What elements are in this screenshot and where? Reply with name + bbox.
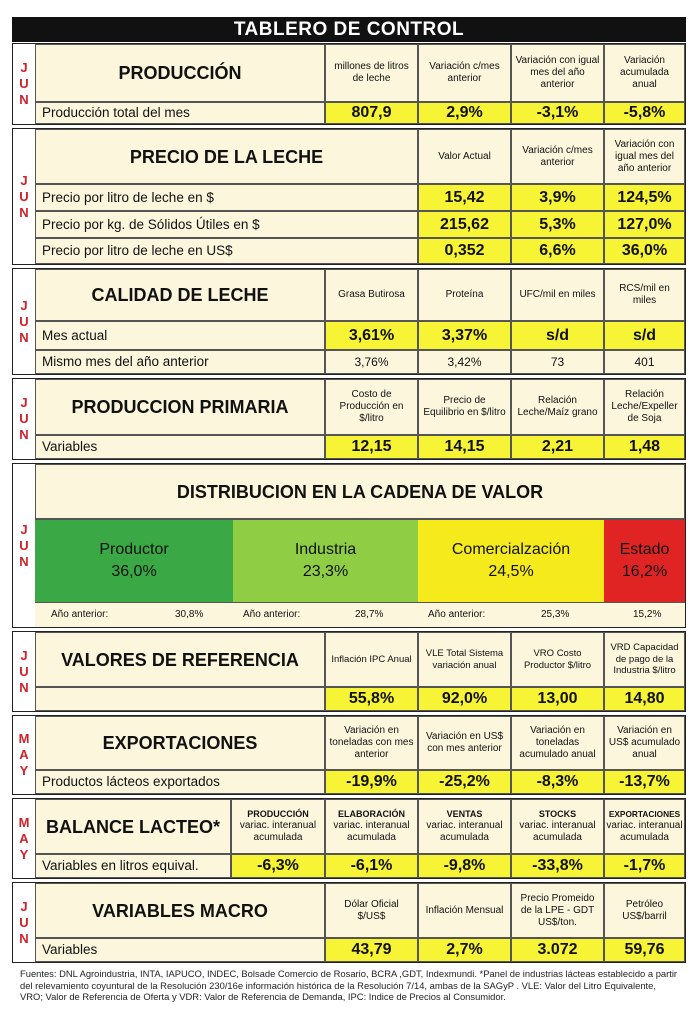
- value-cell: 5,3%: [511, 211, 604, 238]
- section-produccion: [12, 43, 686, 125]
- month-indicator: J U N: [13, 883, 36, 962]
- column-header: STOCKS variac. interanual acumulada: [511, 799, 604, 854]
- row-label: Precio por litro de leche en US$: [35, 238, 418, 264]
- section-heading: EXPORTACIONES: [35, 716, 325, 770]
- row-label: Mes actual: [35, 321, 325, 350]
- month-indicator: J U N: [13, 129, 36, 264]
- section-heading: PRECIO DE LA LECHE: [35, 129, 418, 184]
- column-header: PRODUCCIÓN variac. interanual acumulada: [231, 799, 325, 854]
- value-cell: -1,7%: [604, 854, 685, 878]
- segment-estado: Estado 16,2%: [604, 519, 685, 603]
- column-header: Variación en toneladas con mes anterior: [325, 716, 418, 770]
- section-valores-referencia: [12, 631, 686, 712]
- column-header: VRO Costo Productor $/litro: [511, 632, 604, 687]
- value-cell: -13,7%: [604, 770, 685, 794]
- section-heading: PRODUCCIÓN: [35, 44, 325, 102]
- row-label: Productos lácteos exportados: [35, 770, 325, 794]
- column-header: Inflación IPC Anual: [325, 632, 418, 687]
- column-header: Petróleo US$/barril: [604, 883, 685, 938]
- row-label: [35, 687, 325, 711]
- column-header: Proteína: [418, 269, 511, 321]
- value-cell: 124,5%: [604, 184, 685, 211]
- value-cell: -25,2%: [418, 770, 511, 794]
- footer-sources: Fuentes: DNL Agroindustria, INTA, IAPUCO, INDEC, Bolsade Comercio de Rosario, BCRA ,GDT, Indexmundi. *Panel de industrias lácteas establecido a partir del relevamiento coyuntural de la Resolución 230/16e información histórica de la Resolución 7/14, ambas de la SAGyP . VLE: Valor del Litro Equivalente, VRO; Valor de Referencia de Oferta y VDR: Valor de Referencia de Demanda, IPC: Indice de Precios al Consumidor.: [20, 968, 678, 1002]
- section-produccion-primaria: [12, 378, 686, 460]
- prev-value: 28,7%: [355, 609, 384, 620]
- value-cell: 14,15: [418, 435, 511, 459]
- value-cell: 3,61%: [325, 321, 418, 350]
- prev-value: 30,8%: [175, 609, 204, 620]
- previous-year-row: [35, 603, 685, 627]
- value-cell: 401: [604, 350, 685, 374]
- segment-productor: Productor 36,0%: [35, 519, 233, 603]
- month-indicator: J U N: [13, 269, 36, 374]
- column-header: Variación en US$ con mes anterior: [418, 716, 511, 770]
- row-label: Mismo mes del año anterior: [35, 350, 325, 374]
- value-cell: -8,3%: [511, 770, 604, 794]
- section-heading: DISTRIBUCION EN LA CADENA DE VALOR: [35, 464, 685, 519]
- month-indicator: M A Y: [13, 799, 36, 878]
- column-header: Variación c/mes anterior: [511, 129, 604, 184]
- column-header: Dólar Oficial $/US$: [325, 883, 418, 938]
- segment-industria: Industria 23,3%: [233, 519, 418, 603]
- value-cell: 55,8%: [325, 687, 418, 711]
- value-cell: 92,0%: [418, 687, 511, 711]
- row-label: Variables: [35, 938, 325, 962]
- value-cell: 2,7%: [418, 938, 511, 962]
- value-cell: 14,80: [604, 687, 685, 711]
- column-header: Relación Leche/Expeller de Soja: [604, 379, 685, 435]
- value-cell: 807,9: [325, 102, 418, 124]
- month-indicator: M A Y: [13, 716, 36, 794]
- prev-label: Año anterior:: [51, 609, 109, 620]
- column-header: Variación con igual mes del año anterior: [604, 129, 685, 184]
- section-heading: PRODUCCION PRIMARIA: [35, 379, 325, 435]
- value-cell: 215,62: [418, 211, 511, 238]
- column-header: Relación Leche/Maíz grano: [511, 379, 604, 435]
- section-heading: CALIDAD DE LECHE: [35, 269, 325, 321]
- section-precio-leche: [12, 128, 686, 265]
- value-cell: 127,0%: [604, 211, 685, 238]
- value-cell: 3.072: [511, 938, 604, 962]
- value-cell: 0,352: [418, 238, 511, 264]
- column-header: VRD Capacidad de pago de la Industria $/litro: [604, 632, 685, 687]
- column-header: millones de litros de leche: [325, 44, 418, 102]
- value-cell: 3,42%: [418, 350, 511, 374]
- value-cell: s/d: [604, 321, 685, 350]
- value-cell: 43,79: [325, 938, 418, 962]
- column-header: Grasa Butirosa: [325, 269, 418, 321]
- month-indicator: J U N: [13, 44, 36, 124]
- column-header: VLE Total Sistema variación anual: [418, 632, 511, 687]
- value-cell: -3,1%: [511, 102, 604, 124]
- value-cell: 2,9%: [418, 102, 511, 124]
- row-label: Producción total del mes: [35, 102, 325, 124]
- month-indicator: J U N: [13, 379, 36, 459]
- section-balance-lacteo: [12, 798, 686, 879]
- value-cell: s/d: [511, 321, 604, 350]
- month-indicator: J U N: [13, 632, 36, 711]
- column-header: Variación con igual mes del año anterior: [511, 44, 604, 102]
- value-cell: 3,76%: [325, 350, 418, 374]
- column-header: EXPORTACIONES variac. interanual acumulada: [604, 799, 685, 854]
- value-cell: 73: [511, 350, 604, 374]
- column-header: Precio Promeido de la LPE - GDT US$/ton.: [511, 883, 604, 938]
- value-cell: -6,3%: [231, 854, 325, 878]
- section-heading: VARIABLES MACRO: [35, 883, 325, 938]
- column-header: Variación acumulada anual: [604, 44, 685, 102]
- row-label: Precio por litro de leche en $: [35, 184, 418, 211]
- column-header: Costo de Producción en $/litro: [325, 379, 418, 435]
- section-variables-macro: [12, 882, 686, 963]
- section-heading: VALORES DE REFERENCIA: [35, 632, 325, 687]
- value-cell: 1,48: [604, 435, 685, 459]
- prev-value: 15,2%: [633, 609, 662, 620]
- value-cell: 12,15: [325, 435, 418, 459]
- value-cell: -5,8%: [604, 102, 685, 124]
- column-header: RCS/mil en miles: [604, 269, 685, 321]
- column-header: Variación c/mes anterior: [418, 44, 511, 102]
- value-cell: -6,1%: [325, 854, 418, 878]
- month-indicator: J U N: [13, 464, 36, 627]
- column-header: ELABORACIÓN variac. interanual acumulada: [325, 799, 418, 854]
- prev-label: Año anterior:: [428, 609, 486, 620]
- value-cell: 36,0%: [604, 238, 685, 264]
- row-label: Variables: [35, 435, 325, 459]
- value-cell: 3,9%: [511, 184, 604, 211]
- prev-label: Año anterior:: [243, 609, 301, 620]
- row-label: Precio por kg. de Sólidos Útiles en $: [35, 211, 418, 238]
- dashboard-title: TABLERO DE CONTROL: [12, 17, 686, 42]
- column-header: Valor Actual: [418, 129, 511, 184]
- section-exportaciones: [12, 715, 686, 795]
- value-cell: 59,76: [604, 938, 685, 962]
- value-cell: 2,21: [511, 435, 604, 459]
- value-cell: -9,8%: [418, 854, 511, 878]
- column-header: UFC/mil en miles: [511, 269, 604, 321]
- value-cell: 15,42: [418, 184, 511, 211]
- column-header: Variación en toneladas acumulado anual: [511, 716, 604, 770]
- value-cell: 6,6%: [511, 238, 604, 264]
- column-header: Variación en US$ acumulado anual: [604, 716, 685, 770]
- segment-comercializacion: Comercialzación 24,5%: [418, 519, 604, 603]
- prev-value: 25,3%: [541, 609, 570, 620]
- section-heading: BALANCE LACTEO*: [35, 799, 231, 854]
- column-header: VENTAS variac. interanual acumulada: [418, 799, 511, 854]
- column-header: Precio de Equilibrio en $/litro: [418, 379, 511, 435]
- row-label: Variables en litros equival.: [35, 854, 231, 878]
- section-calidad-leche: [12, 268, 686, 375]
- section-distribucion: [12, 463, 686, 628]
- column-header: Inflación Mensual: [418, 883, 511, 938]
- value-cell: 13,00: [511, 687, 604, 711]
- value-cell: -19,9%: [325, 770, 418, 794]
- value-cell: -33,8%: [511, 854, 604, 878]
- value-cell: 3,37%: [418, 321, 511, 350]
